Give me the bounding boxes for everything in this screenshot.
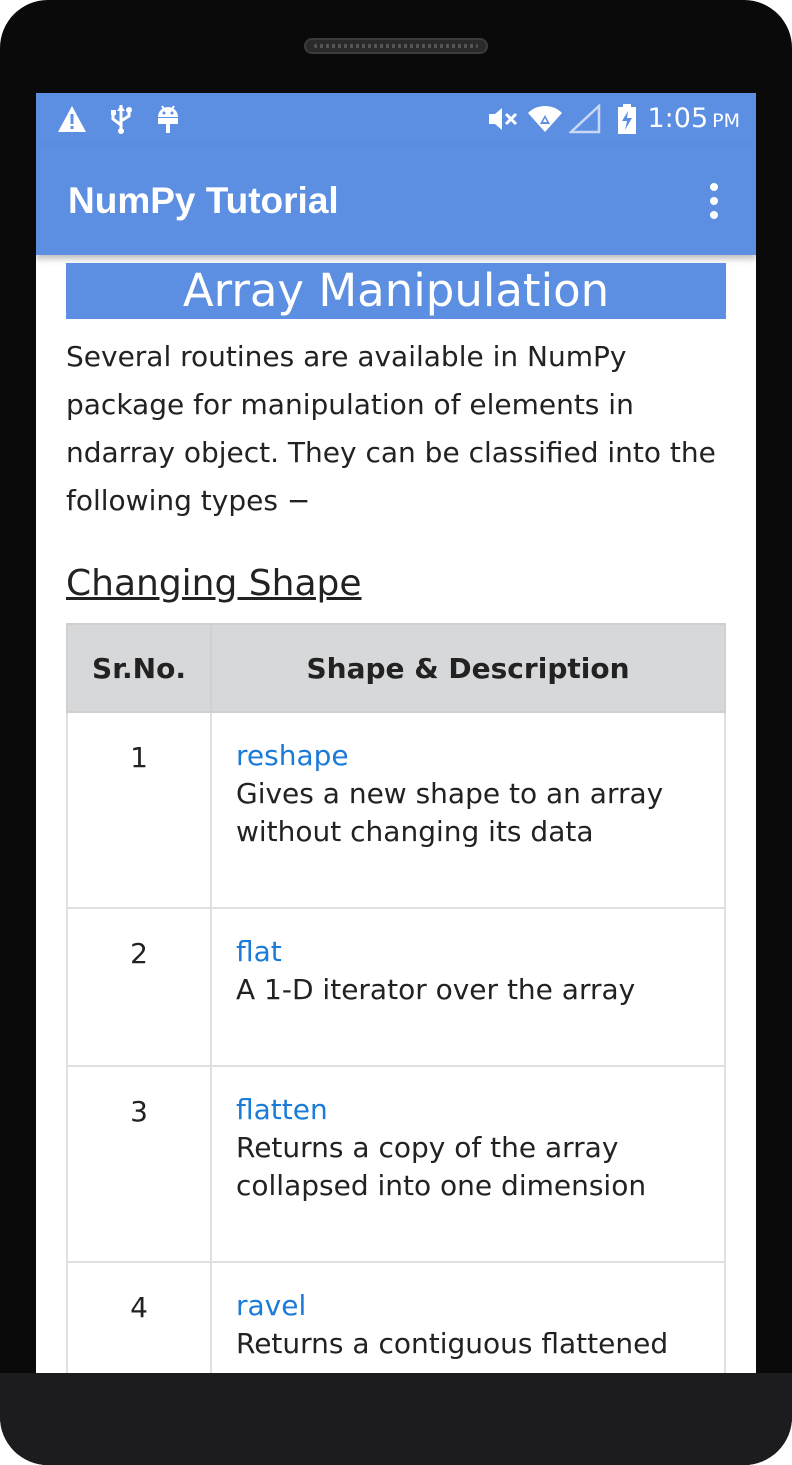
table-row (67, 1066, 725, 1262)
app-title: NumPy Tutorial (68, 180, 339, 221)
more-vert-icon[interactable] (702, 179, 726, 223)
function-link-flatten[interactable]: flatten (236, 1093, 328, 1126)
row-content (211, 908, 725, 1066)
header-shape-description: Shape & Description (211, 624, 725, 712)
function-link-reshape[interactable]: reshape (236, 739, 349, 772)
row-description: A 1-D iterator over the array (236, 973, 636, 1006)
status-bar (36, 93, 756, 145)
table-row (67, 908, 725, 1066)
section-title: Array Manipulation (66, 263, 726, 319)
row-description: Returns a copy of the array collapsed into one dimension (236, 1131, 647, 1202)
screen (36, 93, 756, 1373)
row-content (211, 1066, 725, 1262)
battery-charging-icon (616, 103, 638, 135)
row-description: Gives a new shape to an array without changing its data (236, 777, 664, 848)
row-number: 3 (67, 1066, 211, 1262)
intro-paragraph: Several routines are available in NumPy package for manipulation of elements in ndarray object. They can be classified into the following types − (66, 340, 716, 517)
wifi-icon (526, 103, 564, 135)
function-link-ravel[interactable]: ravel (236, 1289, 307, 1322)
row-description: Returns a contiguous flattened (236, 1327, 669, 1360)
row-number: 1 (67, 712, 211, 908)
no-signal-icon (568, 103, 602, 135)
header-sr-no: Sr.No. (67, 624, 211, 712)
usb-icon (108, 103, 134, 135)
app-bar (36, 145, 756, 255)
row-number: 2 (67, 908, 211, 1066)
row-content (211, 712, 725, 908)
article-content (66, 263, 726, 1373)
table-row (67, 712, 725, 908)
table-header-row (67, 624, 725, 712)
mute-icon (486, 103, 520, 135)
earpiece-speaker (304, 38, 488, 54)
table-row (67, 1262, 725, 1373)
shape-table (66, 623, 726, 1373)
phone-bezel-bottom (0, 1373, 792, 1465)
row-content (211, 1262, 725, 1373)
warning-icon (56, 103, 88, 135)
row-number: 4 (67, 1262, 211, 1373)
subheading-changing-shape: Changing Shape (66, 563, 362, 604)
status-time: 1:05 PM (647, 103, 740, 134)
function-link-flat[interactable]: flat (236, 935, 282, 968)
android-debug-icon (154, 103, 182, 135)
